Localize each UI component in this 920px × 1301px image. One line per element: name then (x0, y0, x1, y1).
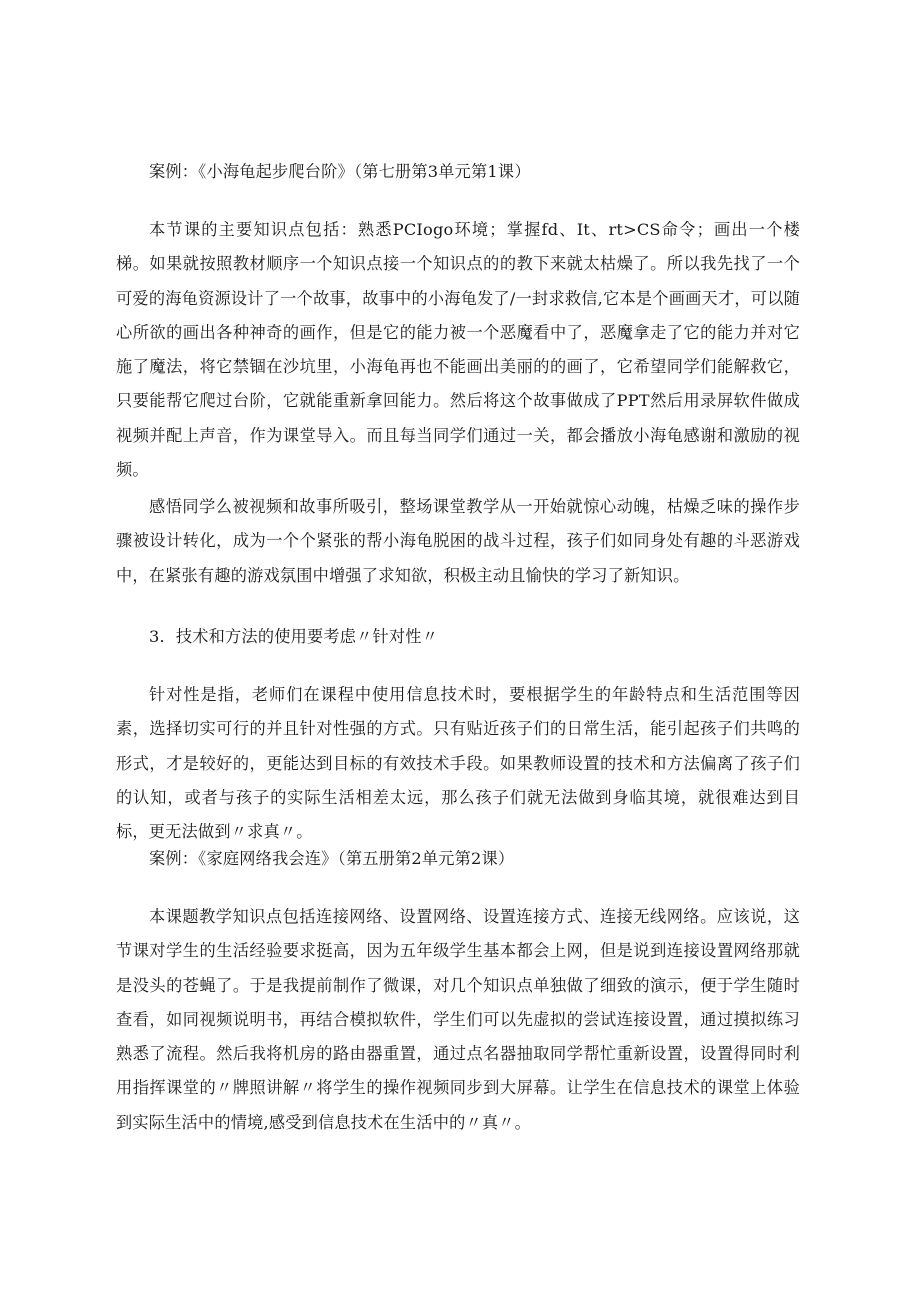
reflection-paragraph: 感悟同学么被视频和故事所吸引，整场课堂教学从一开始就惊心动魄，枯燥乏味的操作步骤被设计转化，成为一个个紧张的帮小海龟脱困的战斗过程，孩子们如同身处有趣的斗恶游戏中，在紧张有趣的游戏氛围中增强了求知欲，积极主动且愉快的学习了新知识。 (116, 497, 800, 585)
body-paragraph-1: 本节课的主要知识点包括：熟悉PCIogo环境；掌握fd、It、rt>CS命令；画出一个楼梯。如果就按照教材顺序一个知识点接一个知识点的的教下来就太枯燥了。所以我先找了一个可爱的海龟资源设计了一个故事，故事中的小海龟发了/一封求救信,它本是个画画天才，可以随心所欲的画出各种神奇的画作，但是它的能力被一个恶魔看中了，恶魔拿走了它的能力并对它施了魔法，将它禁锢在沙坑里，小海龟再也不能画出美丽的的画了，它希望同学们能解救它，只要能帮它爬过台阶，它就能重新拿回能力。然后将这个故事做成了PPT然后用录屏软件做成视频并配上声音，作为课堂导入。而且每当同学们通过一关，都会播放小海龟感谢和激励的视频。 (116, 220, 800, 480)
body-paragraph-3: 本课题教学知识点包括连接网络、设置网络、设置连接方式、连接无线网络。应该说，这节课对学生的生活经验要求挺高，因为五年级学生基本都会上网，但是说到连接设置网络那就是没头的苍蝇了。于是我提前制作了微课，对几个知识点单独做了细致的演示，便于学生随时查看，如同视频说明书，再结合模拟软件，学生们可以先虚拟的尝试连接设置，通过摸拟练习熟悉了流程。然后我将机房的路由器重置，通过点名器抽取同学帮忙重新设置，设置得同时利用指挥课堂的〃牌照讲解〃将学生的操作视频同步到大屏幕。让学生在信息技术的课堂上体验到实际生活中的情境,感受到信息技术在生活中的〃真〃。 (116, 907, 800, 1132)
section-heading-3: 3．技术和方法的使用要考虑〃针对性〃 (149, 627, 439, 646)
case-heading-1: 案例：《小海龟起步爬台阶》（第七册第3单元第1课） (149, 162, 531, 181)
case-heading-2: 案例：《家庭网络我会连》（第五册第2单元第2课） (149, 849, 515, 868)
body-paragraph-2: 针对性是指，老师们在课程中使用信息技术时，要根据学生的年龄特点和生活范围等因素，选择切实可行的并且针对性强的方式。只有贴近孩子们的日常生活，能引起孩子们共鸣的形式，才是较好的，更能达到目标的有效技术手段。如果教师设置的技术和方法偏离了孩子们的认知，或者与孩子的实际生活相差太远，那么孩子们就无法做到身临其境，就很难达到目标，更无法做到〃求真〃。 (116, 685, 800, 842)
